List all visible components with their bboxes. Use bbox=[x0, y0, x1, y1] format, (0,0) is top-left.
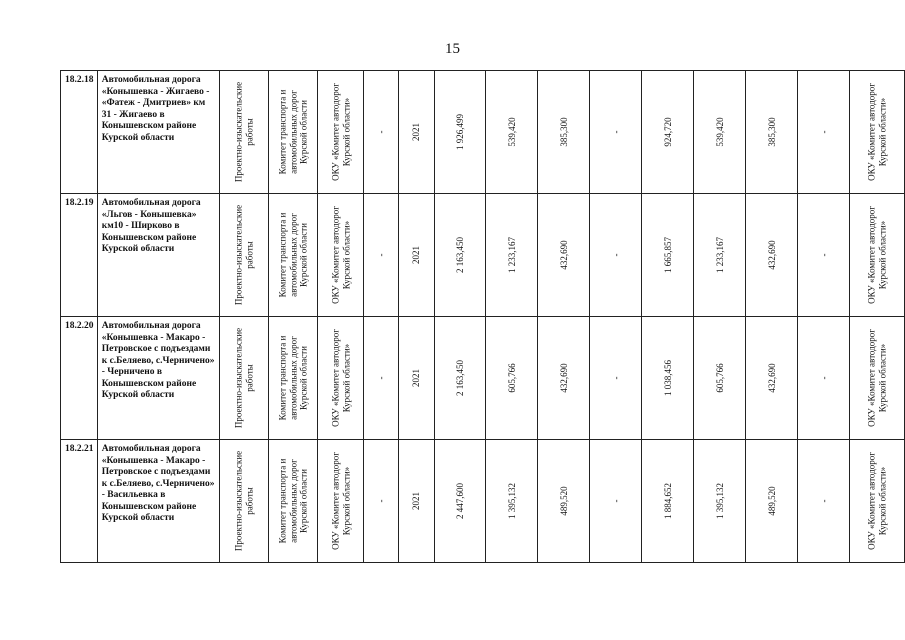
value-text: 1 665,857 bbox=[662, 237, 673, 273]
developer-text: ОКУ «Комитет автодорог Курской области» bbox=[330, 452, 351, 550]
name-cell: Автомобильная дорога «Конышевка - Макаро - Петровское с подъездами к с.Беляево, с.Черничено» - Черничено в Конышевском районе Курской области bbox=[97, 317, 219, 440]
executor-text: ОКУ «Комитет автодорог Курской области» bbox=[866, 206, 888, 304]
developer-cell bbox=[318, 194, 363, 317]
dash-text: - bbox=[375, 253, 386, 257]
value-cell bbox=[694, 71, 746, 194]
dash-cell bbox=[590, 317, 642, 440]
value-cell bbox=[538, 440, 590, 563]
executor-cell bbox=[850, 194, 905, 317]
num-cell: 18.2.20 bbox=[61, 317, 98, 440]
work-type-text: Проектно-изыскательские работы bbox=[233, 81, 255, 183]
cost-cell bbox=[434, 71, 486, 194]
value-text: 1 233,167 bbox=[506, 237, 517, 273]
value-cell bbox=[538, 71, 590, 194]
name-cell: Автомобильная дорога «Конышевка - Жигаево - «Фатеж - Дмитриев» км 31 - Жигаево в Конышевском районе Курской области bbox=[97, 71, 219, 194]
value-text: 1 395,132 bbox=[506, 483, 517, 519]
value-cell bbox=[486, 317, 538, 440]
developer-text: ОКУ «Комитет автодорог Курской области» bbox=[330, 329, 351, 427]
dash-cell bbox=[363, 440, 398, 563]
work-type-cell bbox=[220, 71, 269, 194]
year-cell bbox=[399, 194, 434, 317]
value-cell bbox=[746, 317, 798, 440]
developer-cell bbox=[318, 440, 363, 563]
cost-cell bbox=[434, 440, 486, 563]
customer-cell bbox=[269, 440, 318, 563]
value-text: 432,690 bbox=[558, 363, 569, 393]
work-type-cell bbox=[220, 194, 269, 317]
year-text: 2021 bbox=[411, 123, 422, 141]
dash-text: - bbox=[610, 253, 621, 257]
year-text: 2021 bbox=[411, 492, 422, 510]
dash-text: - bbox=[818, 253, 829, 257]
value-cell bbox=[642, 440, 694, 563]
executor-cell bbox=[850, 71, 905, 194]
dash-cell bbox=[363, 317, 398, 440]
value-cell bbox=[746, 440, 798, 563]
year-text: 2021 bbox=[411, 369, 422, 387]
value-text: 432,690 bbox=[766, 240, 777, 270]
work-type-text: Проектно-изыскательские работы bbox=[233, 204, 255, 306]
value-text: 432,690 bbox=[766, 363, 777, 393]
dash-text: - bbox=[610, 130, 621, 134]
value-text: 605,766 bbox=[506, 363, 517, 393]
year-cell bbox=[399, 71, 434, 194]
value-cell bbox=[694, 440, 746, 563]
cost-cell bbox=[434, 194, 486, 317]
dash-cell bbox=[363, 71, 398, 194]
dash-cell bbox=[590, 194, 642, 317]
customer-text: Комитет транспорта и автомобильных дорог Курской области bbox=[277, 335, 309, 421]
executor-text: ОКУ «Комитет автодорог Курской области» bbox=[866, 83, 888, 181]
executor-cell bbox=[850, 317, 905, 440]
dash-cell bbox=[363, 194, 398, 317]
executor-text: ОКУ «Комитет автодорог Курской области» bbox=[866, 452, 888, 550]
value-cell bbox=[642, 317, 694, 440]
value-text: 1 038,456 bbox=[662, 360, 673, 396]
object-table bbox=[60, 70, 905, 563]
customer-text: Комитет транспорта и автомобильных дорог Курской области bbox=[277, 89, 309, 175]
value-cell bbox=[486, 71, 538, 194]
value-cell bbox=[746, 194, 798, 317]
customer-cell bbox=[269, 71, 318, 194]
customer-text: Комитет транспорта и автомобильных дорог Курской области bbox=[277, 458, 309, 544]
num-cell: 18.2.19 bbox=[61, 194, 98, 317]
dash-cell bbox=[798, 317, 850, 440]
executor-cell bbox=[850, 440, 905, 563]
num-cell: 18.2.18 bbox=[61, 71, 98, 194]
dash-text: - bbox=[375, 376, 386, 380]
value-cell bbox=[486, 194, 538, 317]
dash-text: - bbox=[375, 130, 386, 134]
value-cell bbox=[694, 317, 746, 440]
value-text: 385,300 bbox=[558, 117, 569, 147]
value-text: 1 233,167 bbox=[714, 237, 725, 273]
work-type-text: Проектно-изыскательские работы bbox=[233, 450, 255, 552]
value-text: 539,420 bbox=[506, 117, 517, 147]
table-row bbox=[61, 194, 905, 317]
value-cell bbox=[538, 194, 590, 317]
dash-text: - bbox=[610, 499, 621, 503]
customer-cell bbox=[269, 317, 318, 440]
value-text: 1 884,652 bbox=[662, 483, 673, 519]
developer-text: ОКУ «Комитет автодорог Курской области» bbox=[330, 206, 351, 304]
value-text: 539,420 bbox=[714, 117, 725, 147]
dash-text: - bbox=[818, 499, 829, 503]
value-cell bbox=[694, 194, 746, 317]
cost-text: 2 447,600 bbox=[454, 483, 465, 519]
value-cell bbox=[642, 71, 694, 194]
cost-text: 1 926,499 bbox=[454, 114, 465, 150]
dash-cell bbox=[798, 194, 850, 317]
value-text: 1 395,132 bbox=[714, 483, 725, 519]
year-text: 2021 bbox=[411, 246, 422, 264]
name-cell: Автомобильная дорога «Конышевка - Макаро - Петровское с подъездами к с.Беляево, с.Черничено» - Васильевка в Конышевском районе Курской области bbox=[97, 440, 219, 563]
developer-cell bbox=[318, 317, 363, 440]
dash-text: - bbox=[375, 499, 386, 503]
cost-text: 2 163,450 bbox=[454, 237, 465, 273]
dash-cell bbox=[798, 71, 850, 194]
work-type-text: Проектно-изыскательские работы bbox=[233, 327, 255, 429]
value-cell bbox=[538, 317, 590, 440]
value-cell bbox=[746, 71, 798, 194]
dash-text: - bbox=[610, 376, 621, 380]
table-row bbox=[61, 317, 905, 440]
dash-cell bbox=[590, 440, 642, 563]
cost-cell bbox=[434, 317, 486, 440]
cost-text: 2 163,450 bbox=[454, 360, 465, 396]
work-type-cell bbox=[220, 317, 269, 440]
value-text: 924,720 bbox=[662, 117, 673, 147]
work-type-cell bbox=[220, 440, 269, 563]
table-row bbox=[61, 71, 905, 194]
name-cell: Автомобильная дорога «Льгов - Конышевка» км10 - Ширково в Конышевском районе Курской области bbox=[97, 194, 219, 317]
dash-text: - bbox=[818, 130, 829, 134]
value-cell bbox=[486, 440, 538, 563]
customer-cell bbox=[269, 194, 318, 317]
value-text: 385,300 bbox=[766, 117, 777, 147]
dash-cell bbox=[590, 71, 642, 194]
table-row bbox=[61, 440, 905, 563]
customer-text: Комитет транспорта и автомобильных дорог Курской области bbox=[277, 212, 309, 298]
year-cell bbox=[399, 317, 434, 440]
value-text: 605,766 bbox=[714, 363, 725, 393]
developer-text: ОКУ «Комитет автодоpoг Курской области» bbox=[330, 83, 351, 181]
year-cell bbox=[399, 440, 434, 563]
value-text: 432,690 bbox=[558, 240, 569, 270]
dash-text: - bbox=[818, 376, 829, 380]
developer-cell bbox=[318, 71, 363, 194]
dash-cell bbox=[798, 440, 850, 563]
num-cell: 18.2.21 bbox=[61, 440, 98, 563]
value-text: 489,520 bbox=[558, 486, 569, 516]
value-text: 489,520 bbox=[766, 486, 777, 516]
page-number: 15 bbox=[445, 41, 460, 57]
executor-text: ОКУ «Комитет автодорог Курской области» bbox=[866, 329, 888, 427]
value-cell bbox=[642, 194, 694, 317]
